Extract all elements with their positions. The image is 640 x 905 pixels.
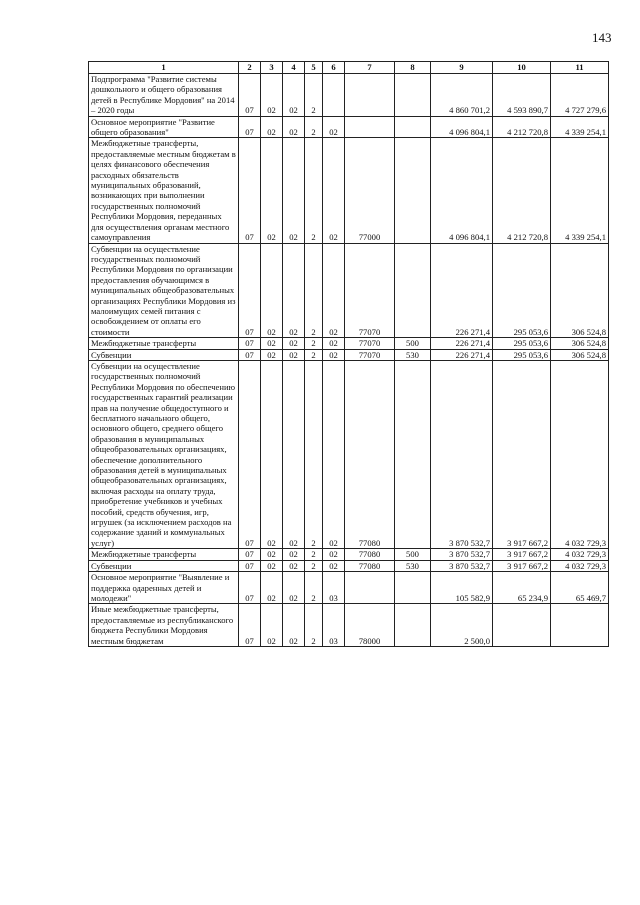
code-subsection: 02 xyxy=(261,74,283,117)
amount-2014: 4 096 804,1 xyxy=(431,116,493,138)
row-name: Иные межбюджетные трансферты, предоставляемые из республиканского бюджета Республики Мордовия местным бюджетам xyxy=(89,604,239,647)
code-expense-type xyxy=(395,116,431,138)
code-subsection: 02 xyxy=(261,138,283,243)
code-subsection: 02 xyxy=(261,116,283,138)
table-row xyxy=(89,560,609,571)
amount-2016 xyxy=(551,604,609,647)
code-expense-type xyxy=(395,360,431,548)
code-expense-type xyxy=(395,74,431,117)
code-direction xyxy=(345,116,395,138)
table-row xyxy=(89,338,609,349)
table-header-row xyxy=(89,62,609,74)
amount-2014: 3 870 532,7 xyxy=(431,360,493,548)
table-row xyxy=(89,349,609,360)
code-activity: 02 xyxy=(323,360,345,548)
code-activity: 02 xyxy=(323,338,345,349)
code-direction xyxy=(345,74,395,117)
code-subsection: 02 xyxy=(261,360,283,548)
amount-2015: 3 917 667,2 xyxy=(493,549,551,560)
code-program: 02 xyxy=(283,138,305,243)
code-subsection: 02 xyxy=(261,338,283,349)
code-direction: 77080 xyxy=(345,360,395,548)
row-name: Основное мероприятие "Развитие общего образования" xyxy=(89,116,239,138)
code-expense-type: 500 xyxy=(395,338,431,349)
code-section: 07 xyxy=(239,549,261,560)
column-header: 10 xyxy=(493,62,551,74)
code-section: 07 xyxy=(239,243,261,338)
amount-2016: 306 524,8 xyxy=(551,349,609,360)
amount-2014: 4 096 804,1 xyxy=(431,138,493,243)
code-subprogram: 2 xyxy=(305,243,323,338)
code-expense-type xyxy=(395,604,431,647)
column-header: 9 xyxy=(431,62,493,74)
row-name: Основное мероприятие "Выявление и поддержка одаренных детей и молодежи" xyxy=(89,572,239,604)
table-row xyxy=(89,138,609,243)
code-subprogram: 2 xyxy=(305,338,323,349)
page-number: 143 xyxy=(592,30,612,45)
code-activity: 02 xyxy=(323,349,345,360)
code-section: 07 xyxy=(239,138,261,243)
code-expense-type: 500 xyxy=(395,549,431,560)
code-expense-type: 530 xyxy=(395,560,431,571)
code-subprogram: 2 xyxy=(305,604,323,647)
amount-2015: 4 212 720,8 xyxy=(493,116,551,138)
code-program: 02 xyxy=(283,338,305,349)
amount-2015: 3 917 667,2 xyxy=(493,360,551,548)
code-activity: 03 xyxy=(323,604,345,647)
code-direction: 77070 xyxy=(345,338,395,349)
code-activity xyxy=(323,74,345,117)
amount-2014: 226 271,4 xyxy=(431,338,493,349)
code-subprogram: 2 xyxy=(305,349,323,360)
code-direction: 77080 xyxy=(345,549,395,560)
code-direction: 77070 xyxy=(345,243,395,338)
code-expense-type xyxy=(395,572,431,604)
column-header: 11 xyxy=(551,62,609,74)
table-row xyxy=(89,549,609,560)
code-program: 02 xyxy=(283,116,305,138)
amount-2015 xyxy=(493,604,551,647)
code-program: 02 xyxy=(283,243,305,338)
code-activity: 02 xyxy=(323,243,345,338)
code-section: 07 xyxy=(239,349,261,360)
amount-2014: 4 860 701,2 xyxy=(431,74,493,117)
code-subsection: 02 xyxy=(261,349,283,360)
row-name: Субвенции xyxy=(89,349,239,360)
code-subsection: 02 xyxy=(261,572,283,604)
amount-2015: 65 234,9 xyxy=(493,572,551,604)
amount-2014: 226 271,4 xyxy=(431,243,493,338)
column-header: 1 xyxy=(89,62,239,74)
amount-2014: 3 870 532,7 xyxy=(431,560,493,571)
code-program: 02 xyxy=(283,360,305,548)
amount-2015: 295 053,6 xyxy=(493,243,551,338)
code-section: 07 xyxy=(239,360,261,548)
table-row xyxy=(89,243,609,338)
amount-2016: 306 524,8 xyxy=(551,338,609,349)
code-program: 02 xyxy=(283,74,305,117)
amount-2016: 4 032 729,3 xyxy=(551,560,609,571)
code-section: 07 xyxy=(239,338,261,349)
table-row xyxy=(89,360,609,548)
amount-2015: 4 593 890,7 xyxy=(493,74,551,117)
code-subsection: 02 xyxy=(261,549,283,560)
code-subprogram: 2 xyxy=(305,116,323,138)
code-program: 02 xyxy=(283,560,305,571)
code-activity: 02 xyxy=(323,116,345,138)
amount-2015: 3 917 667,2 xyxy=(493,560,551,571)
amount-2014: 105 582,9 xyxy=(431,572,493,604)
code-subprogram: 2 xyxy=(305,560,323,571)
amount-2016: 4 727 279,6 xyxy=(551,74,609,117)
code-program: 02 xyxy=(283,604,305,647)
code-direction: 77080 xyxy=(345,560,395,571)
amount-2015: 4 212 720,8 xyxy=(493,138,551,243)
code-activity: 02 xyxy=(323,560,345,571)
amount-2016: 4 339 254,1 xyxy=(551,116,609,138)
code-expense-type xyxy=(395,243,431,338)
table-row xyxy=(89,116,609,138)
amount-2014: 226 271,4 xyxy=(431,349,493,360)
code-activity: 02 xyxy=(323,138,345,243)
code-program: 02 xyxy=(283,549,305,560)
code-program: 02 xyxy=(283,572,305,604)
code-direction xyxy=(345,572,395,604)
code-expense-type xyxy=(395,138,431,243)
amount-2015: 295 053,6 xyxy=(493,349,551,360)
table-row xyxy=(89,572,609,604)
code-subprogram: 2 xyxy=(305,360,323,548)
amount-2014: 2 500,0 xyxy=(431,604,493,647)
amount-2016: 4 032 729,3 xyxy=(551,360,609,548)
code-subprogram: 2 xyxy=(305,549,323,560)
code-subsection: 02 xyxy=(261,604,283,647)
code-subsection: 02 xyxy=(261,243,283,338)
code-section: 07 xyxy=(239,74,261,117)
amount-2016: 306 524,8 xyxy=(551,243,609,338)
column-header: 5 xyxy=(305,62,323,74)
row-name: Субвенции на осуществление государственных полномочий Республики Мордовия по обеспечению государственных гарантий реализации прав на получение общедоступного и бесплатного начального общего, основного общего, среднего общего образования в муниципальных общеобразовательных организациях, обеспечение дополнительного образования детей в муниципальных общеобразовательных организациях, включая расходы на оплату труда, приобретение учебников и учебных пособий, средств обучения, игр, игрушек (за исключением расходов на содержание зданий и коммунальных услуг) xyxy=(89,360,239,548)
code-activity: 02 xyxy=(323,549,345,560)
column-header: 4 xyxy=(283,62,305,74)
amount-2016: 65 469,7 xyxy=(551,572,609,604)
column-header: 2 xyxy=(239,62,261,74)
column-header: 6 xyxy=(323,62,345,74)
code-subprogram: 2 xyxy=(305,138,323,243)
column-header: 8 xyxy=(395,62,431,74)
column-header: 3 xyxy=(261,62,283,74)
row-name: Подпрограмма "Развитие системы дошкольного и общего образования детей в Республике Мордовия" на 2014 – 2020 годы xyxy=(89,74,239,117)
amount-2016: 4 339 254,1 xyxy=(551,138,609,243)
code-direction: 77070 xyxy=(345,349,395,360)
row-name: Субвенции xyxy=(89,560,239,571)
code-section: 07 xyxy=(239,572,261,604)
code-program: 02 xyxy=(283,349,305,360)
code-subsection: 02 xyxy=(261,560,283,571)
code-direction: 77000 xyxy=(345,138,395,243)
code-subprogram: 2 xyxy=(305,572,323,604)
code-expense-type: 530 xyxy=(395,349,431,360)
row-name: Межбюджетные трансферты xyxy=(89,338,239,349)
code-section: 07 xyxy=(239,604,261,647)
column-header: 7 xyxy=(345,62,395,74)
code-subprogram: 2 xyxy=(305,74,323,117)
budget-table xyxy=(88,61,609,647)
row-name: Межбюджетные трансферты xyxy=(89,549,239,560)
code-direction: 78000 xyxy=(345,604,395,647)
table-row xyxy=(89,74,609,117)
row-name: Межбюджетные трансферты, предоставляемые местным бюджетам в целях финансового обеспечения расходных обязательств муниципальных образований, возникающих при выполнении государственных полномочий Республики Мордовия, переданных для осуществления органам местного самоуправления xyxy=(89,138,239,243)
amount-2015: 295 053,6 xyxy=(493,338,551,349)
table-row xyxy=(89,604,609,647)
row-name: Субвенции на осуществление государственных полномочий Республики Мордовия по организации предоставления обучающимся в муниципальных общеобразовательных организациях Республики Мордовия из малоимущих семей питания с освобождением от оплаты его стоимости xyxy=(89,243,239,338)
amount-2014: 3 870 532,7 xyxy=(431,549,493,560)
code-activity: 03 xyxy=(323,572,345,604)
code-section: 07 xyxy=(239,116,261,138)
amount-2016: 4 032 729,3 xyxy=(551,549,609,560)
code-section: 07 xyxy=(239,560,261,571)
